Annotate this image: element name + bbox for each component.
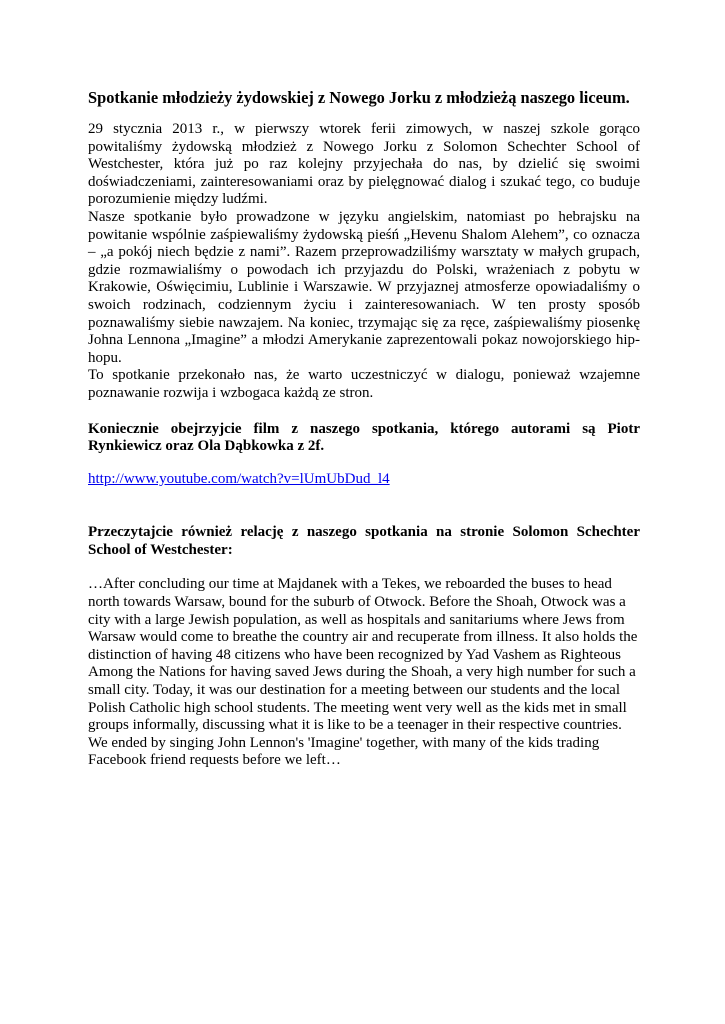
english-quote: …After concluding our time at Majdanek with a Tekes, we reboarded the buses to head north towards Warsaw, bound for the suburb of Otwock. Before the Shoah, Otwock was a city with a large Jewish population, as well as hospitals and sanitariums where Jews from Warsaw would come to breathe the country air and recuperate from illness. It also holds the distinction of having 48 citizens who have been recognized by Yad Vashem as Righteous Among the Nations for having saved Jews during the Shoah, a very high number for such a small city. Today, it was our destination for a meeting between our students and the local Polish Catholic high school students. The meeting went very well as the kids met in small groups informally, discussing what it is like to be a teenager in their respective countries. We ended by singing John Lennon's 'Imagine' together, with many of the kids trading Facebook friend requests before we left…	[88, 576, 638, 769]
conclusion-paragraph: To spotkanie przekonało nas, że warto uczestniczyć w dialogu, ponieważ wzajemne poznawanie rozwija i wzbogaca każdą ze stron.	[88, 367, 640, 401]
youtube-link[interactable]: http://www.youtube.com/watch?v=lUmUbDud_l4	[88, 470, 390, 487]
article-title: Spotkanie młodzieży żydowskiej z Nowego Jorku z młodzieżą naszego liceum.	[88, 88, 630, 107]
intro-paragraph: 29 stycznia 2013 r., w pierwszy wtorek ferii zimowych, w naszej szkole gorąco powitaliśmy żydowską młodzież z Nowego Jorku z Solomon Schechter School of Westchester, która już po raz kolejny przyjechała do nas, by dzielić się swoimi doświadczeniami, zainteresowaniami oraz by pielęgnować dialog i szukać tego, co buduje porozumienie między ludźmi.	[88, 121, 640, 208]
meeting-paragraph: Nasze spotkanie było prowadzone w języku angielskim, natomiast po hebrajsku na powitanie wspólnie zaśpiewaliśmy żydowską pieśń „Hevenu Shalom Alehem”, co oznacza – „a pokój niech będzie z nami”. Razem przeprowadziliśmy warsztaty w małych grupach, gdzie rozmawialiśmy o powodach ich przyjazdu do Polski, wrażeniach z pobytu w Krakowie, Oświęcimiu, Lublinie i Warszawie. W przyjaznej atmosferze opowiadaliśmy o swoich rodzinach, codziennym życiu i zainteresowaniach. W ten prosty sposób poznawaliśmy siebie nawzajem. Na koniec, trzymając się za ręce, zaśpiewaliśmy piosenkę Johna Lennona „Imagine” a młodzi Amerykanie zaprezentowali pokaz nowojorskiego hip-hopu.	[88, 208, 640, 366]
film-note: Koniecznie obejrzyjcie film z naszego spotkania, którego autorami są Piotr Rynkiewicz oraz Ola Dąbkowka z 2f.	[88, 420, 640, 455]
document-page	[88, 88, 640, 770]
report-note: Przeczytajcie również relację z naszego spotkania na stronie Solomon Schechter School of Westchester:	[88, 524, 640, 558]
